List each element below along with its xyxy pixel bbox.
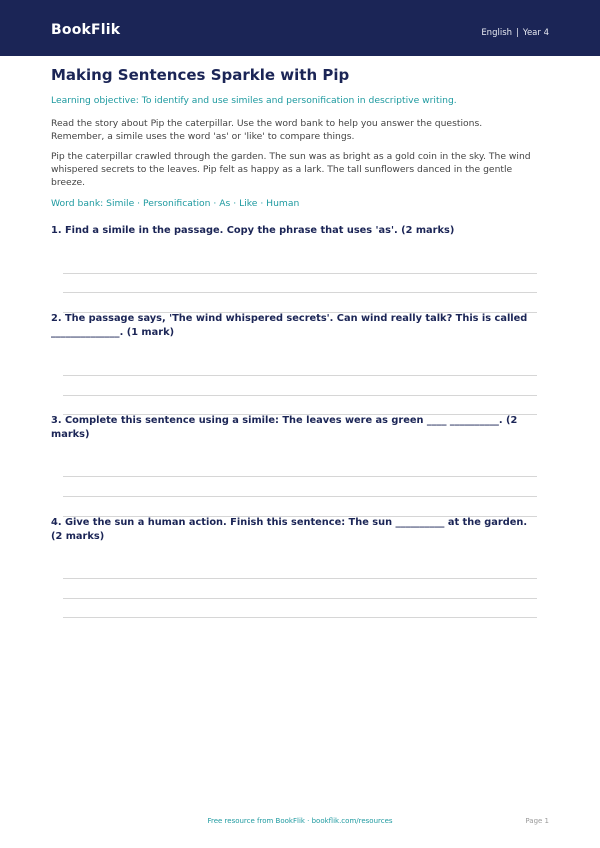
meta-separator: | <box>516 28 519 38</box>
answer-line[interactable] <box>63 598 537 599</box>
question-2 <box>51 312 537 340</box>
question-2-text: 2. The passage says, 'The wind whispered secrets'. Can wind really talk? This is called ______________. (1 mark) <box>51 313 528 338</box>
answer-line[interactable] <box>63 273 537 274</box>
year-label: Year 4 <box>522 28 549 38</box>
subject-year-label <box>481 28 549 38</box>
question-4-text: 4. Give the sun a human action. Finish this sentence: The sun __________ at the garden. (2 marks) <box>51 517 528 542</box>
question-4 <box>51 516 537 544</box>
question-3 <box>51 414 537 442</box>
footer-credit: Free resource from BookFlik · bookflik.com/resources <box>207 817 393 825</box>
learning-objective: Learning objective: To identify and use similes and personification in descriptive writing. <box>51 95 457 106</box>
story-passage: Pip the caterpillar crawled through the garden. The sun was as bright as a gold coin in the sky. The wind whispered secrets to the leaves. Pip felt as happy as a lark. The tall sunflowers danced in the gentle breeze. <box>51 151 531 188</box>
page-title: Making Sentences Sparkle with Pip <box>51 66 350 84</box>
page-number: Page 1 <box>525 817 549 825</box>
answer-line[interactable] <box>63 476 537 477</box>
question-1-text: 1. Find a simile in the passage. Copy the phrase that uses 'as'. (2 marks) <box>51 225 455 236</box>
answer-line[interactable] <box>63 292 537 293</box>
brand-logo-text: BookFlik <box>51 22 121 38</box>
answer-line[interactable] <box>63 578 537 579</box>
subject-label: English <box>481 28 513 38</box>
instructions-text: Read the story about Pip the caterpillar. Use the word bank to help you answer the questions. Remember, a simile uses the word 'as' or 'like' to compare things. <box>51 118 483 142</box>
answer-line[interactable] <box>63 375 537 376</box>
worksheet-intro <box>51 66 537 210</box>
question-1 <box>51 224 537 238</box>
word-bank: Word bank: Simile · Personification · As · Like · Human <box>51 198 300 209</box>
question-3-text: 3. Complete this sentence using a simile: The leaves were as green ____ __________. (2 marks) <box>51 415 518 440</box>
answer-line[interactable] <box>63 496 537 497</box>
answer-line[interactable] <box>63 395 537 396</box>
answer-line[interactable] <box>63 617 537 618</box>
page-header <box>0 0 600 56</box>
